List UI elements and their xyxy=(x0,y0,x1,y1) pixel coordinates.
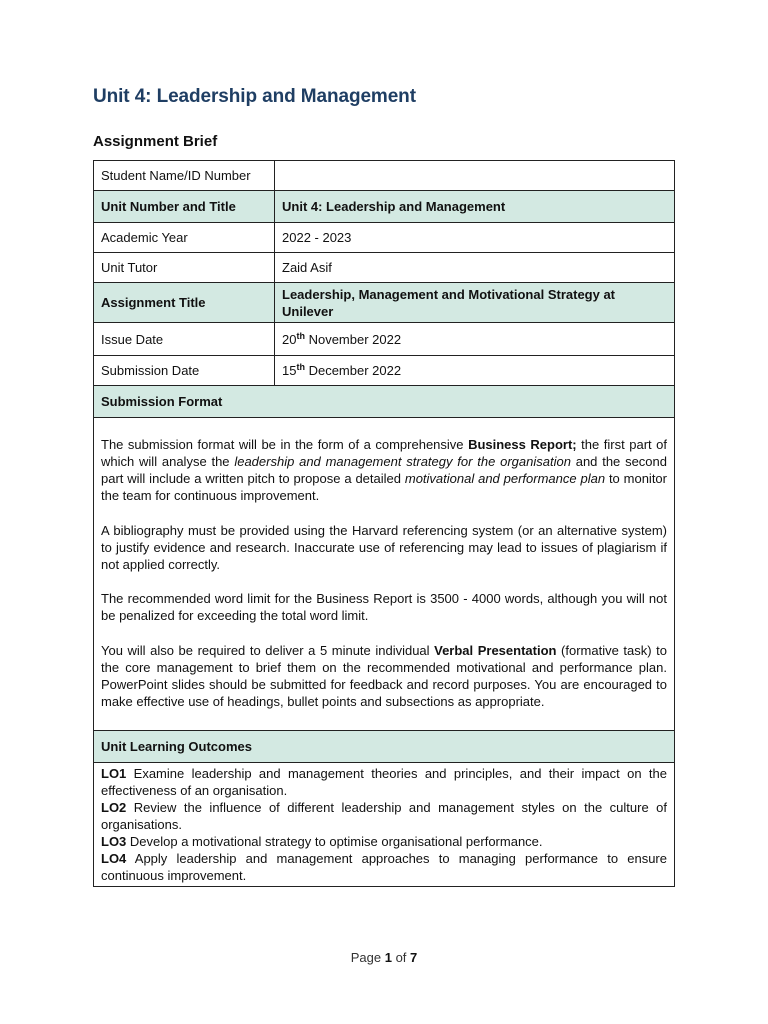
learning-outcome-item: LO1 Examine leadership and management theories and principles, and their impact on the effectiveness of an organisation. xyxy=(101,765,667,798)
table-row-submission-date xyxy=(94,356,675,386)
section-heading: Submission Format xyxy=(94,386,675,418)
document-subtitle: Assignment Brief xyxy=(93,133,218,150)
table-row-student-name xyxy=(94,161,675,191)
learning-outcome-item: LO4 Apply leadership and management approaches to managing performance to ensure continuous improvement. xyxy=(101,850,667,883)
table-row-academic-year xyxy=(94,223,675,253)
row-value: 20th November 2022 xyxy=(275,323,675,356)
table-row-assignment-title xyxy=(94,283,675,323)
row-label: Assignment Title xyxy=(94,283,275,323)
row-value: 15th December 2022 xyxy=(275,356,675,386)
row-label: Issue Date xyxy=(94,323,275,356)
row-label: Unit Tutor xyxy=(94,253,275,283)
submission-format-text xyxy=(94,418,675,731)
page-footer: Page 1 of 7 xyxy=(350,950,418,965)
learning-outcomes-list xyxy=(94,762,675,886)
submission-format-body xyxy=(94,418,675,731)
table-row-unit-tutor xyxy=(94,253,675,283)
current-page-number: 1 xyxy=(384,950,392,965)
student-name-field[interactable] xyxy=(275,161,675,191)
row-value: Leadership, Management and Motivational Strategy at Unilever xyxy=(275,283,675,323)
row-label: Student Name/ID Number xyxy=(94,161,275,191)
row-value: Unit 4: Leadership and Management xyxy=(275,191,675,223)
table-row-unit-number xyxy=(94,191,675,223)
table-row-issue-date xyxy=(94,323,675,356)
total-pages: 7 xyxy=(410,950,418,965)
learning-outcome-item: LO2 Review the influence of different leadership and management styles on the culture of organisations. xyxy=(101,799,667,832)
section-heading: Unit Learning Outcomes xyxy=(94,730,675,762)
learning-outcomes-body xyxy=(94,762,675,886)
paragraph-presentation: You will also be required to deliver a 5 minute individual Verbal Presentation (formative task) to the core management to brief them on the recommended motivational and performance plan. PowerPoint slides should be submitted for feedback and record purposes. You are encouraged to make effective use of headings, bullet points and subsections as appropriate. xyxy=(101,642,667,709)
document-title: Unit 4: Leadership and Management xyxy=(93,86,416,107)
row-label: Academic Year xyxy=(94,223,275,253)
learning-outcome-item: LO3 Develop a motivational strategy to optimise organisational performance. xyxy=(101,833,543,849)
paragraph-word-limit: The recommended word limit for the Business Report is 3500 - 4000 words, although you will not be penalized for exceeding the total word limit. xyxy=(101,591,667,624)
section-header-learning-outcomes xyxy=(94,730,675,762)
row-label: Unit Number and Title xyxy=(94,191,275,223)
row-label: Submission Date xyxy=(94,356,275,386)
assignment-brief-table xyxy=(93,160,675,887)
section-header-submission-format xyxy=(94,386,675,418)
row-value: 2022 - 2023 xyxy=(275,223,675,253)
paragraph-bibliography: A bibliography must be provided using the Harvard referencing system (or an alternative system) to justify evidence and research. Inaccurate use of referencing may lead to issues of plagiarism if not applied correctly. xyxy=(101,522,667,572)
paragraph-business-report: The submission format will be in the form of a comprehensive Business Report; the first part of which will analyse the leadership and management strategy for the organisation and the second part will include a written pitch to propose a detailed motivational and performance plan to monitor the team for continuous improvement. xyxy=(101,437,668,503)
row-value: Zaid Asif xyxy=(275,253,675,283)
